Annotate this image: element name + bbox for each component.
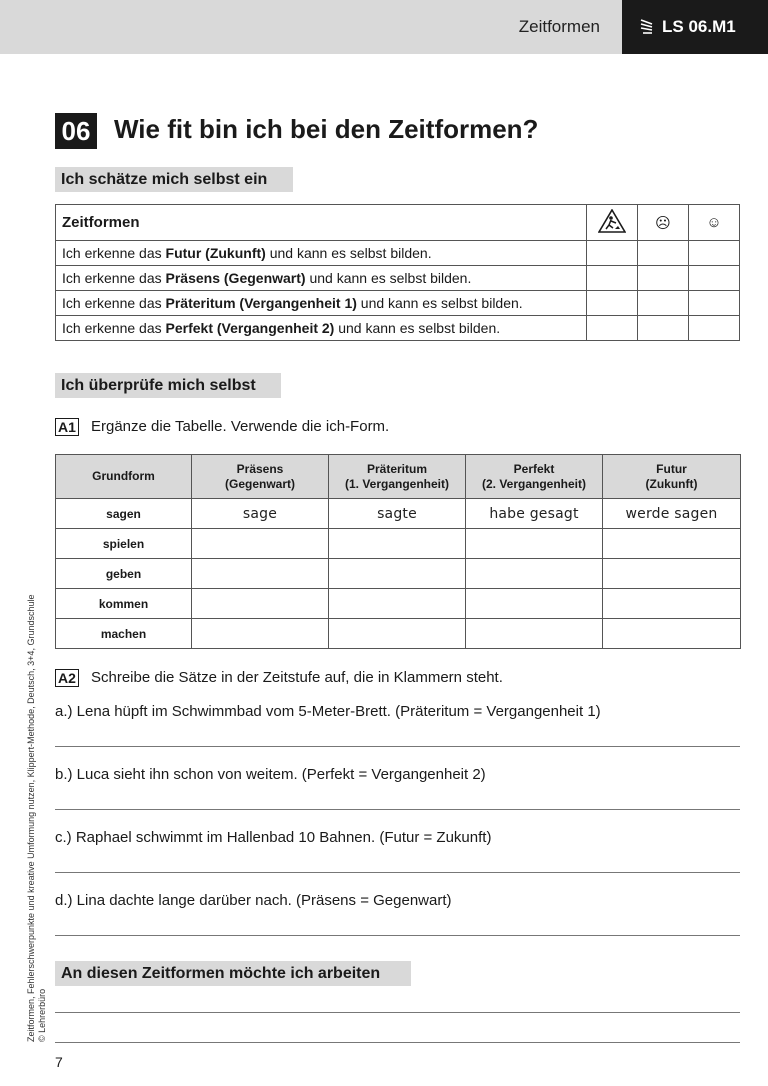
- rating-cell-neutral[interactable]: [638, 266, 689, 291]
- answer-line-c[interactable]: [55, 872, 740, 873]
- section-work-on-label: An diesen Zeitformen möchte ich arbeiten: [61, 964, 381, 982]
- column-header-praesens: Präsens (Gegenwart): [192, 455, 329, 499]
- answer-line-work-on-1[interactable]: [55, 1012, 740, 1013]
- verb-cell: geben: [56, 559, 192, 589]
- self-assessment-statement: Ich erkenne das Perfekt (Vergangenheit 2) und kann es selbst bilden.: [56, 316, 587, 341]
- rating-cell-good[interactable]: [689, 266, 740, 291]
- copyright-note-line1: Zeitformen, Fehlerschwerpunkte und kreative Umformung nutzen, Klippert-Methode, Deutsch, 3+4, Grundschule: [26, 594, 36, 1042]
- verb-cell: sagen: [56, 499, 192, 529]
- page-title: Wie fit bin ich bei den Zeitformen?: [114, 114, 539, 144]
- rating-cell-difficult[interactable]: [587, 241, 638, 266]
- column-header-futur: Futur (Zukunft): [603, 455, 741, 499]
- rating-cell-neutral[interactable]: [638, 291, 689, 316]
- self-assessment-statement: Ich erkenne das Futur (Zukunft) und kann es selbst bilden.: [56, 241, 587, 266]
- section-self-assessment-label: Ich schätze mich selbst ein: [61, 170, 268, 188]
- self-assessment-row: [56, 316, 740, 341]
- self-assessment-table: [55, 204, 740, 341]
- answer-cell[interactable]: [329, 619, 466, 649]
- answer-line-a[interactable]: [55, 746, 740, 747]
- answer-cell[interactable]: sage: [192, 499, 329, 529]
- smiley-face-icon: ☺: [689, 205, 740, 241]
- task-a2-tag: A2: [55, 669, 79, 687]
- header-code-label: LS 06.M1: [662, 17, 736, 36]
- answer-cell[interactable]: [192, 559, 329, 589]
- self-assessment-statement: Ich erkenne das Präsens (Gegenwart) und kann es selbst bilden.: [56, 266, 587, 291]
- verb-cell: machen: [56, 619, 192, 649]
- self-assessment-column-label: Zeitformen: [56, 205, 587, 241]
- table-row: [56, 529, 741, 559]
- lesson-number-badge: 06: [55, 113, 97, 149]
- answer-cell[interactable]: [603, 529, 741, 559]
- copyright-note: [26, 582, 48, 1042]
- rating-cell-neutral[interactable]: [638, 241, 689, 266]
- answer-cell[interactable]: [192, 619, 329, 649]
- verb-cell: spielen: [56, 529, 192, 559]
- self-assessment-row: [56, 266, 740, 291]
- answer-cell[interactable]: [192, 589, 329, 619]
- answer-cell[interactable]: [603, 619, 741, 649]
- answer-cell[interactable]: sagte: [329, 499, 466, 529]
- answer-line-work-on-2[interactable]: [55, 1042, 740, 1043]
- answer-cell[interactable]: [603, 559, 741, 589]
- answer-line-d[interactable]: [55, 935, 740, 936]
- sentence-d: d.) Lina dachte lange darüber nach. (Präsens = Gegenwart): [55, 892, 452, 909]
- answer-cell[interactable]: [329, 559, 466, 589]
- column-header-grundform: Grundform: [56, 455, 192, 499]
- answer-cell[interactable]: [192, 529, 329, 559]
- section-self-check: [55, 373, 281, 398]
- rating-cell-difficult[interactable]: [587, 291, 638, 316]
- self-assessment-header-row: [56, 205, 740, 241]
- header-code: [622, 0, 768, 54]
- sentence-b: b.) Luca sieht ihn schon von weitem. (Perfekt = Vergangenheit 2): [55, 766, 486, 783]
- answer-cell[interactable]: [466, 559, 603, 589]
- table-row: [56, 499, 741, 529]
- verb-table-header-row: [56, 455, 741, 499]
- verb-cell: kommen: [56, 589, 192, 619]
- answer-cell[interactable]: [466, 619, 603, 649]
- answer-cell[interactable]: [329, 589, 466, 619]
- rating-cell-difficult[interactable]: [587, 266, 638, 291]
- rating-cell-good[interactable]: [689, 316, 740, 341]
- sentence-a: a.) Lena hüpft im Schwimmbad vom 5-Meter-Brett. (Präteritum = Vergangenheit 1): [55, 703, 601, 720]
- self-assessment-row: [56, 241, 740, 266]
- section-self-check-label: Ich überprüfe mich selbst: [61, 376, 256, 394]
- construction-sign-icon: [587, 205, 638, 241]
- feather-logo-icon: [640, 18, 654, 36]
- column-header-perfekt: Perfekt (2. Vergangenheit): [466, 455, 603, 499]
- answer-cell[interactable]: [329, 529, 466, 559]
- column-header-praeteritum: Präteritum (1. Vergangenheit): [329, 455, 466, 499]
- task-a2-instruction: Schreibe die Sätze in der Zeitstufe auf, die in Klammern steht.: [91, 669, 503, 686]
- header-topic-label: Zeitformen: [518, 17, 600, 36]
- header-topic: [0, 0, 622, 54]
- rating-cell-good[interactable]: [689, 241, 740, 266]
- answer-cell[interactable]: [466, 529, 603, 559]
- task-a1-tag: A1: [55, 418, 79, 436]
- section-work-on: [55, 961, 411, 986]
- answer-cell[interactable]: werde sagen: [603, 499, 741, 529]
- verb-tense-table: [55, 454, 741, 649]
- self-assessment-row: [56, 291, 740, 316]
- rating-cell-good[interactable]: [689, 291, 740, 316]
- task-a1-instruction: Ergänze die Tabelle. Verwende die ich-Form.: [91, 418, 390, 435]
- page-number: 7: [55, 1054, 63, 1070]
- answer-cell[interactable]: [466, 589, 603, 619]
- answer-cell[interactable]: habe gesagt: [466, 499, 603, 529]
- table-row: [56, 619, 741, 649]
- table-row: [56, 589, 741, 619]
- copyright-note-line2: © Lehrerbüro: [37, 988, 47, 1042]
- sentence-c: c.) Raphael schwimmt im Hallenbad 10 Bahnen. (Futur = Zukunft): [55, 829, 492, 846]
- answer-cell[interactable]: [603, 589, 741, 619]
- self-assessment-statement: Ich erkenne das Präteritum (Vergangenheit 1) und kann es selbst bilden.: [56, 291, 587, 316]
- section-self-assessment: [55, 167, 293, 192]
- neutral-face-icon: ☹: [638, 205, 689, 241]
- rating-cell-neutral[interactable]: [638, 316, 689, 341]
- answer-line-b[interactable]: [55, 809, 740, 810]
- table-row: [56, 559, 741, 589]
- rating-cell-difficult[interactable]: [587, 316, 638, 341]
